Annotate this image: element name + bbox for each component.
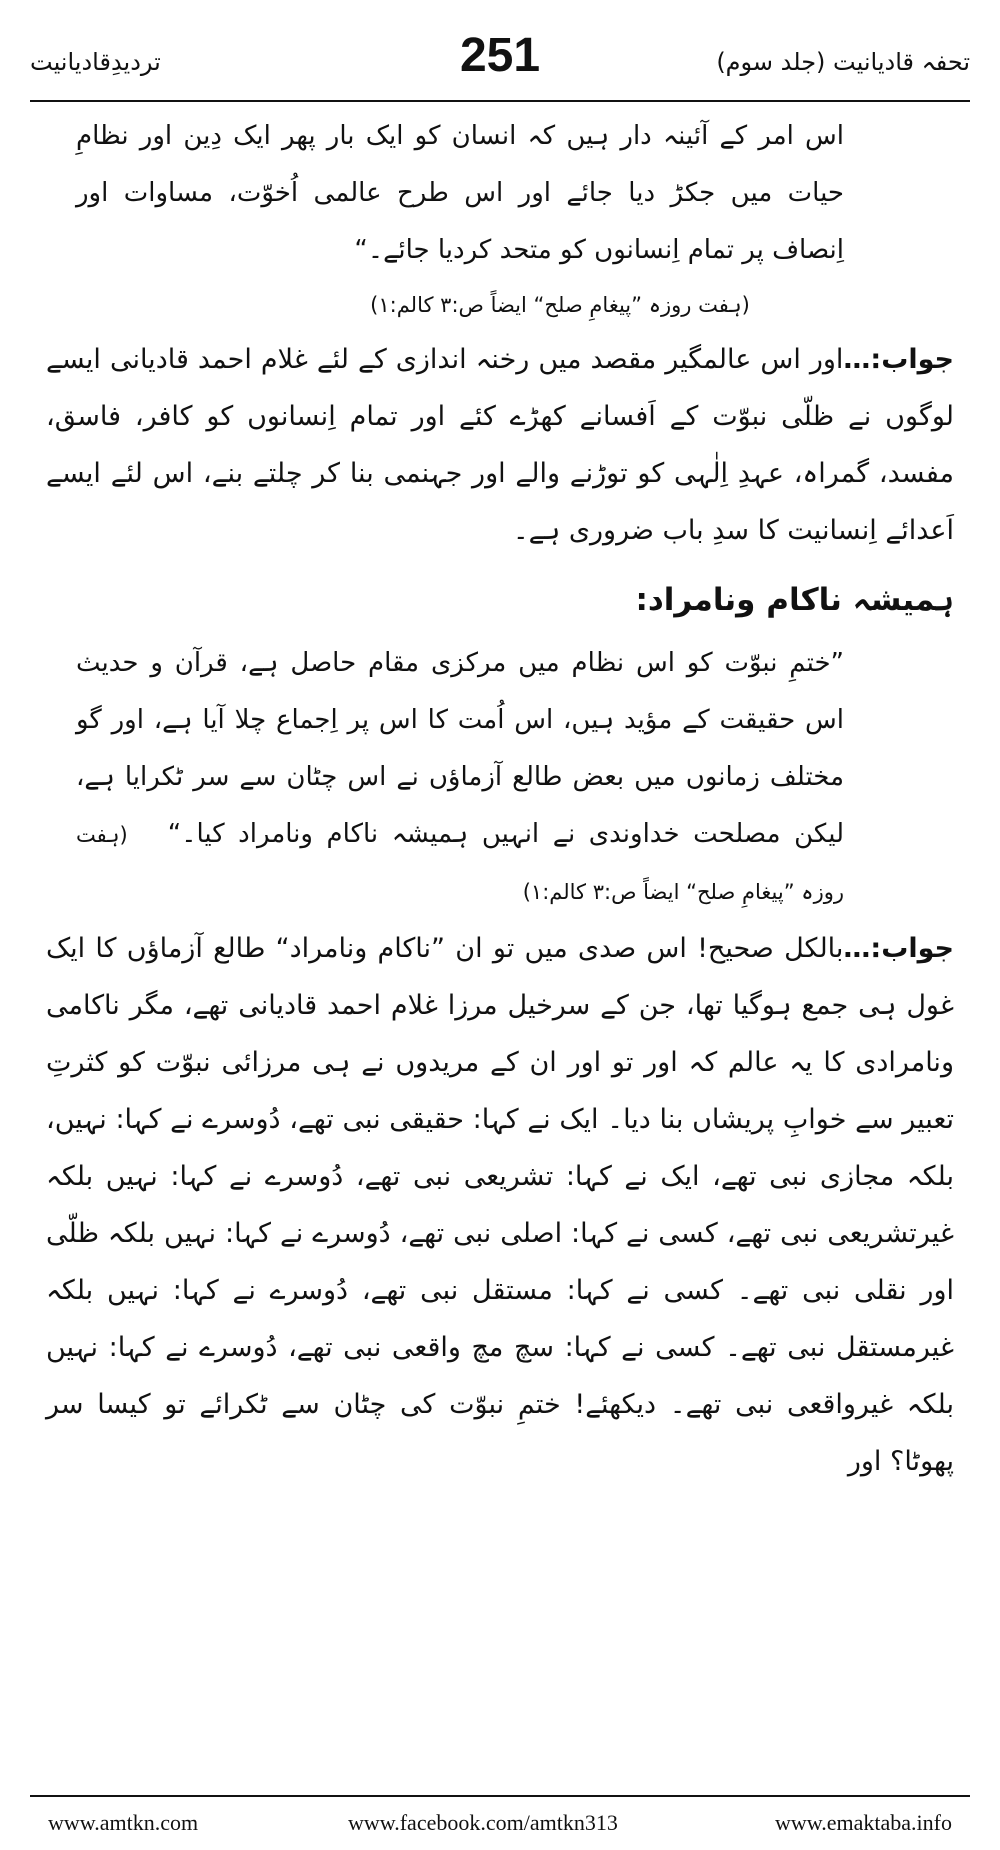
footer-link-emaktaba[interactable]: www.emaktaba.info <box>775 1810 952 1835</box>
quote-citation: (ہفت روزہ ”پیغامِ صلح“ ایضاً ص:۳ کالم:۱) <box>370 293 750 317</box>
book-title: تحفہ قادیانیت (جلد سوم) <box>716 48 970 76</box>
page-number: 251 <box>459 29 541 82</box>
quote-citation: (ہفت روزہ ”پیغامِ صلح“ ایضاً ص:۳ کالم:۱) <box>76 823 844 904</box>
footer-link-facebook[interactable]: www.facebook.com/amtkn313 <box>348 1810 618 1835</box>
quote-block <box>46 108 954 279</box>
quote-text: اس امر کے آئینہ دار ہیں کہ انسان کو ایک بار پھر ایک دِین اور نظامِ حیات میں جکڑ دیا جائے اور اس طرح عالمی اُخوّت، مساوات اور اِنصاف پر تمام اِنسانوں کو متحد کردیا جائے۔“ <box>76 121 844 265</box>
section-heading: ہمیشہ ناکام ونامراد: <box>635 582 954 618</box>
page-header <box>30 22 970 102</box>
book-section-title: تردیدِقادیانیت <box>30 48 161 76</box>
answer-label: جواب:… <box>843 933 954 964</box>
quote-text: ”ختمِ نبوّت کو اس نظام میں مرکزی مقام حاصل ہے، قرآن و حدیث اس حقیقت کے مؤید ہیں، اس اُمت کا اس پر اِجماع چلا آیا ہے، اور گو مختلف زمانوں میں بعض طالع آزماؤں نے اس چٹان سے سر ٹکرایا ہے، لیکن مصلحت خداوندی نے انہیں ہمیشہ ناکام ونامراد کیا۔“ <box>76 648 844 849</box>
footer-divider <box>30 1795 970 1797</box>
answer-paragraph <box>46 920 954 1490</box>
answer-text: بالکل صحیح! اس صدی میں تو ان ”ناکام ونامراد“ طالع آزماؤں کا ایک غول ہی جمع ہوگیا تھا، جن کے سرخیل مرزا غلام احمد قادیانی تھے، مگر ناکامی ونامرادی کا یہ عالم کہ اور تو اور ان کے مریدوں نے ہی مرزائی نبوّت کو کثرتِ تعبیر سے خوابِ پریشاں بنا دیا۔ ایک نے کہا: حقیقی نبی تھے، دُوسرے نے کہا: نہیں، بلکہ مجازی نبی تھے، ایک نے کہا: تشریعی نبی تھے، دُوسرے نے کہا: نہیں بلکہ غیرتشریعی نبی تھے، کسی نے کہا: اصلی نبی تھے، دُوسرے نے کہا: نہیں بلکہ ظلّی اور نقلی نبی تھے۔ کسی نے کہا: مستقل نبی تھے، دُوسرے نے کہا: نہیں بلکہ غیرمستقل نبی تھے۔ کسی نے کہا: سچ مچ واقعی نبی تھے، دُوسرے نے کہا: نہیں بلکہ غیرواقعی نبی تھے۔ دیکھئے! ختمِ نبوّت کی چٹان سے ٹکرائے تو کیسا سر پھوٹا؟ اور <box>46 933 954 1477</box>
answer-text: اور اس عالمگیر مقصد میں رخنہ اندازی کے لئے غلام احمد قادیانی ایسے لوگوں نے ظلّی نبوّت کے اَفسانے کھڑے کئے اور تمام اِنسانوں کو کافر، فاسق، مفسد، گمراہ، عہدِ اِلٰہی کو توڑنے والے اور جہنمی بنا کر چلتے بنے، اس لئے ایسے اَعدائے اِنسانیت کا سدِ باب ضروری ہے۔ <box>46 344 954 546</box>
answer-label: جواب:… <box>843 344 954 375</box>
footer-link-amtkn[interactable]: www.amtkn.com <box>48 1810 199 1835</box>
answer-paragraph <box>46 331 954 559</box>
page-footer <box>48 1810 952 1840</box>
page-body <box>46 108 954 1490</box>
header-divider <box>30 100 970 102</box>
quote-block <box>46 635 954 920</box>
